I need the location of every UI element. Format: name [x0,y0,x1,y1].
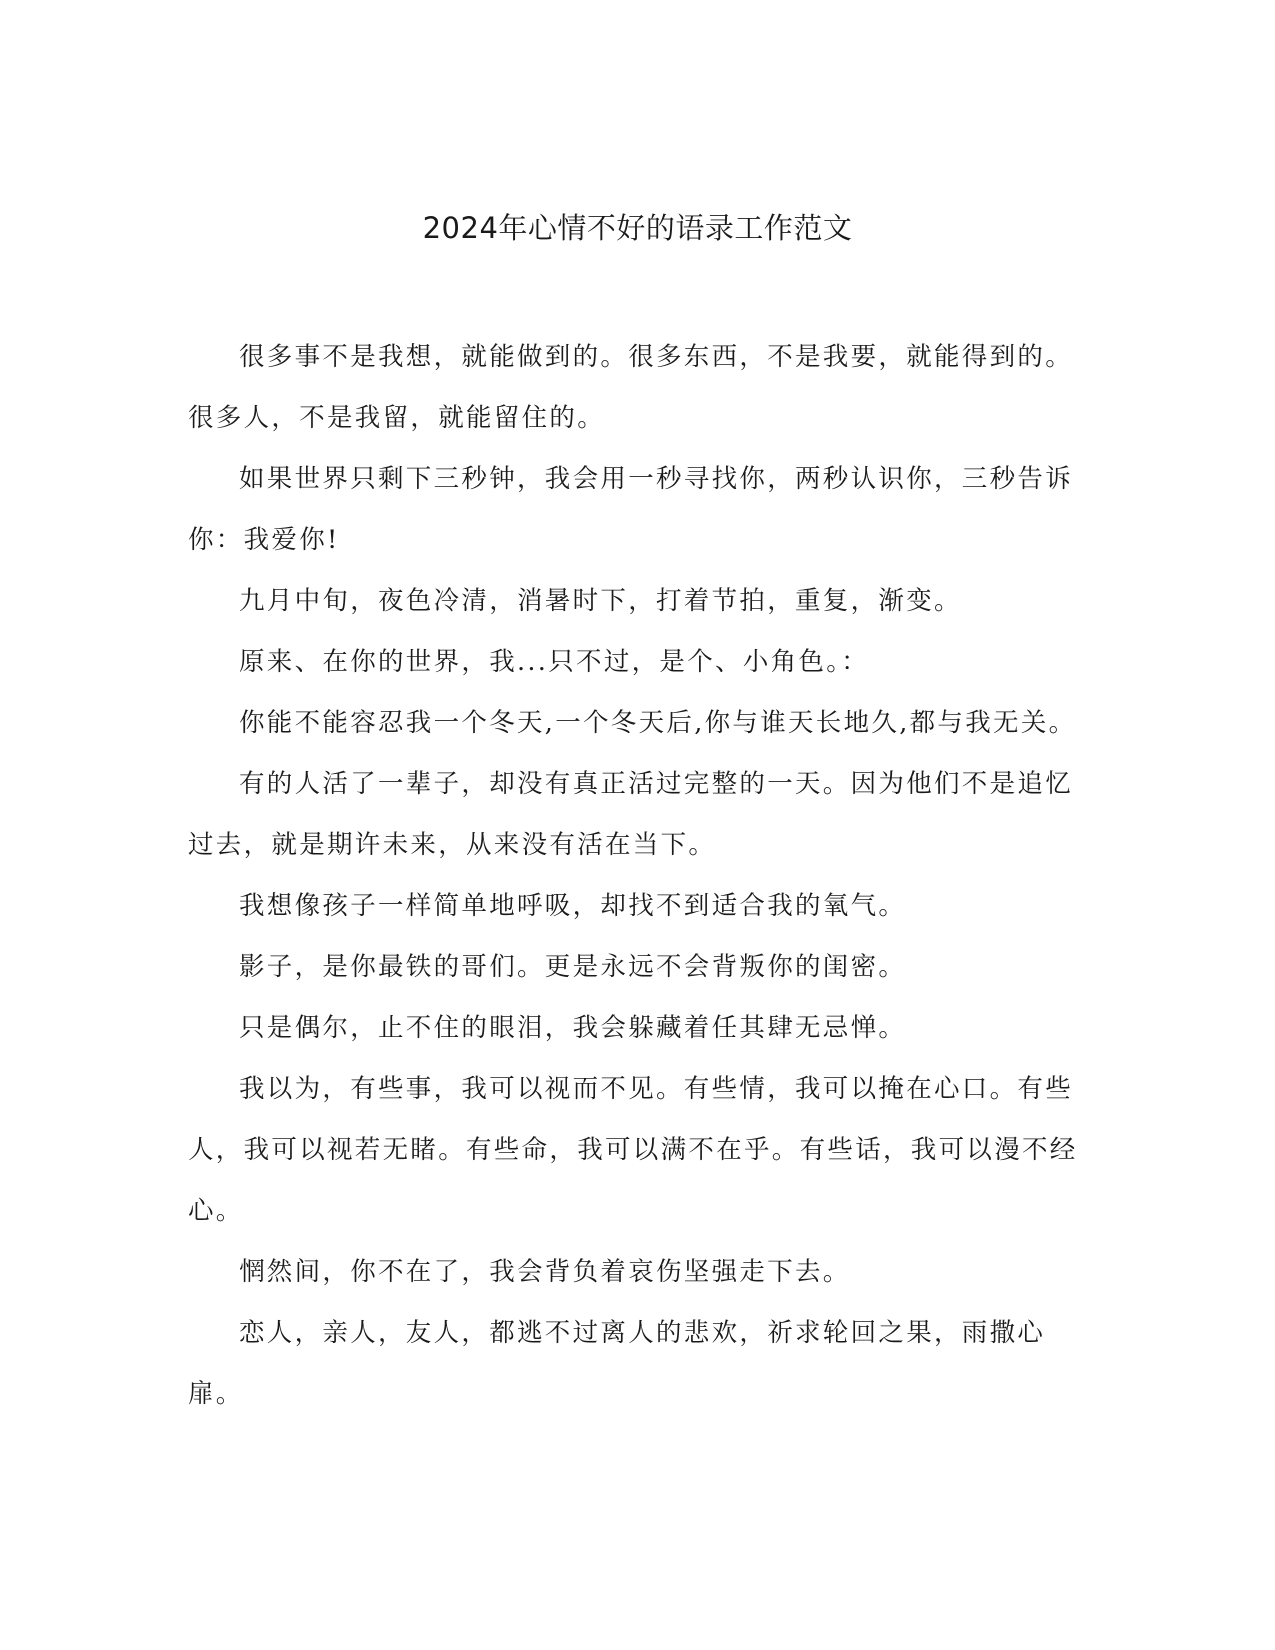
paragraph-11: 惘然间，你不在了，我会背负着哀伤坚强走下去。 [239,1257,851,1287]
paragraph-4: 原来、在你的世界，我...只不过，是个、小角色。： [239,647,870,677]
paragraph-8: 影子，是你最铁的哥们。更是永远不会背叛你的闺密。 [239,952,907,982]
paragraph-6: 有的人活了一辈子，却没有真正活过完整的一天。因为他们不是追忆过去，就是期许未来，从来没有活在当下。 [188,769,1074,860]
paragraph-3: 九月中旬，夜色冷清，消暑时下，打着节拍，重复，渐变。 [239,586,962,616]
paragraph-5: 你能不能容忍我一个冬天,一个冬天后,你与谁天长地久,都与我无关。 [239,708,1077,738]
paragraph-9: 只是偶尔，止不住的眼泪，我会躲藏着任其肆无忌惮。 [239,1013,907,1043]
paragraph-10: 我以为，有些事，我可以视而不见。有些情，我可以掩在心口。有些人，我可以视若无睹。有些命，我可以满不在乎。有些话，我可以漫不经心。 [188,1074,1078,1226]
paragraph-2: 如果世界只剩下三秒钟，我会用一秒寻找你，两秒认识你，三秒告诉你：我爱你! [188,464,1074,555]
document-body [188,327,1078,1425]
document-title: 2024年心情不好的语录工作范文 [422,211,853,245]
paragraph-12: 恋人，亲人，友人，都逃不过离人的悲欢，祈求轮回之果，雨撒心扉。 [188,1318,1046,1409]
paragraph-1: 很多事不是我想，就能做到的。很多东西，不是我要，就能得到的。很多人，不是我留，就能留住的。 [188,342,1074,433]
paragraph-7: 我想像孩子一样简单地呼吸，却找不到适合我的氧气。 [239,891,907,921]
